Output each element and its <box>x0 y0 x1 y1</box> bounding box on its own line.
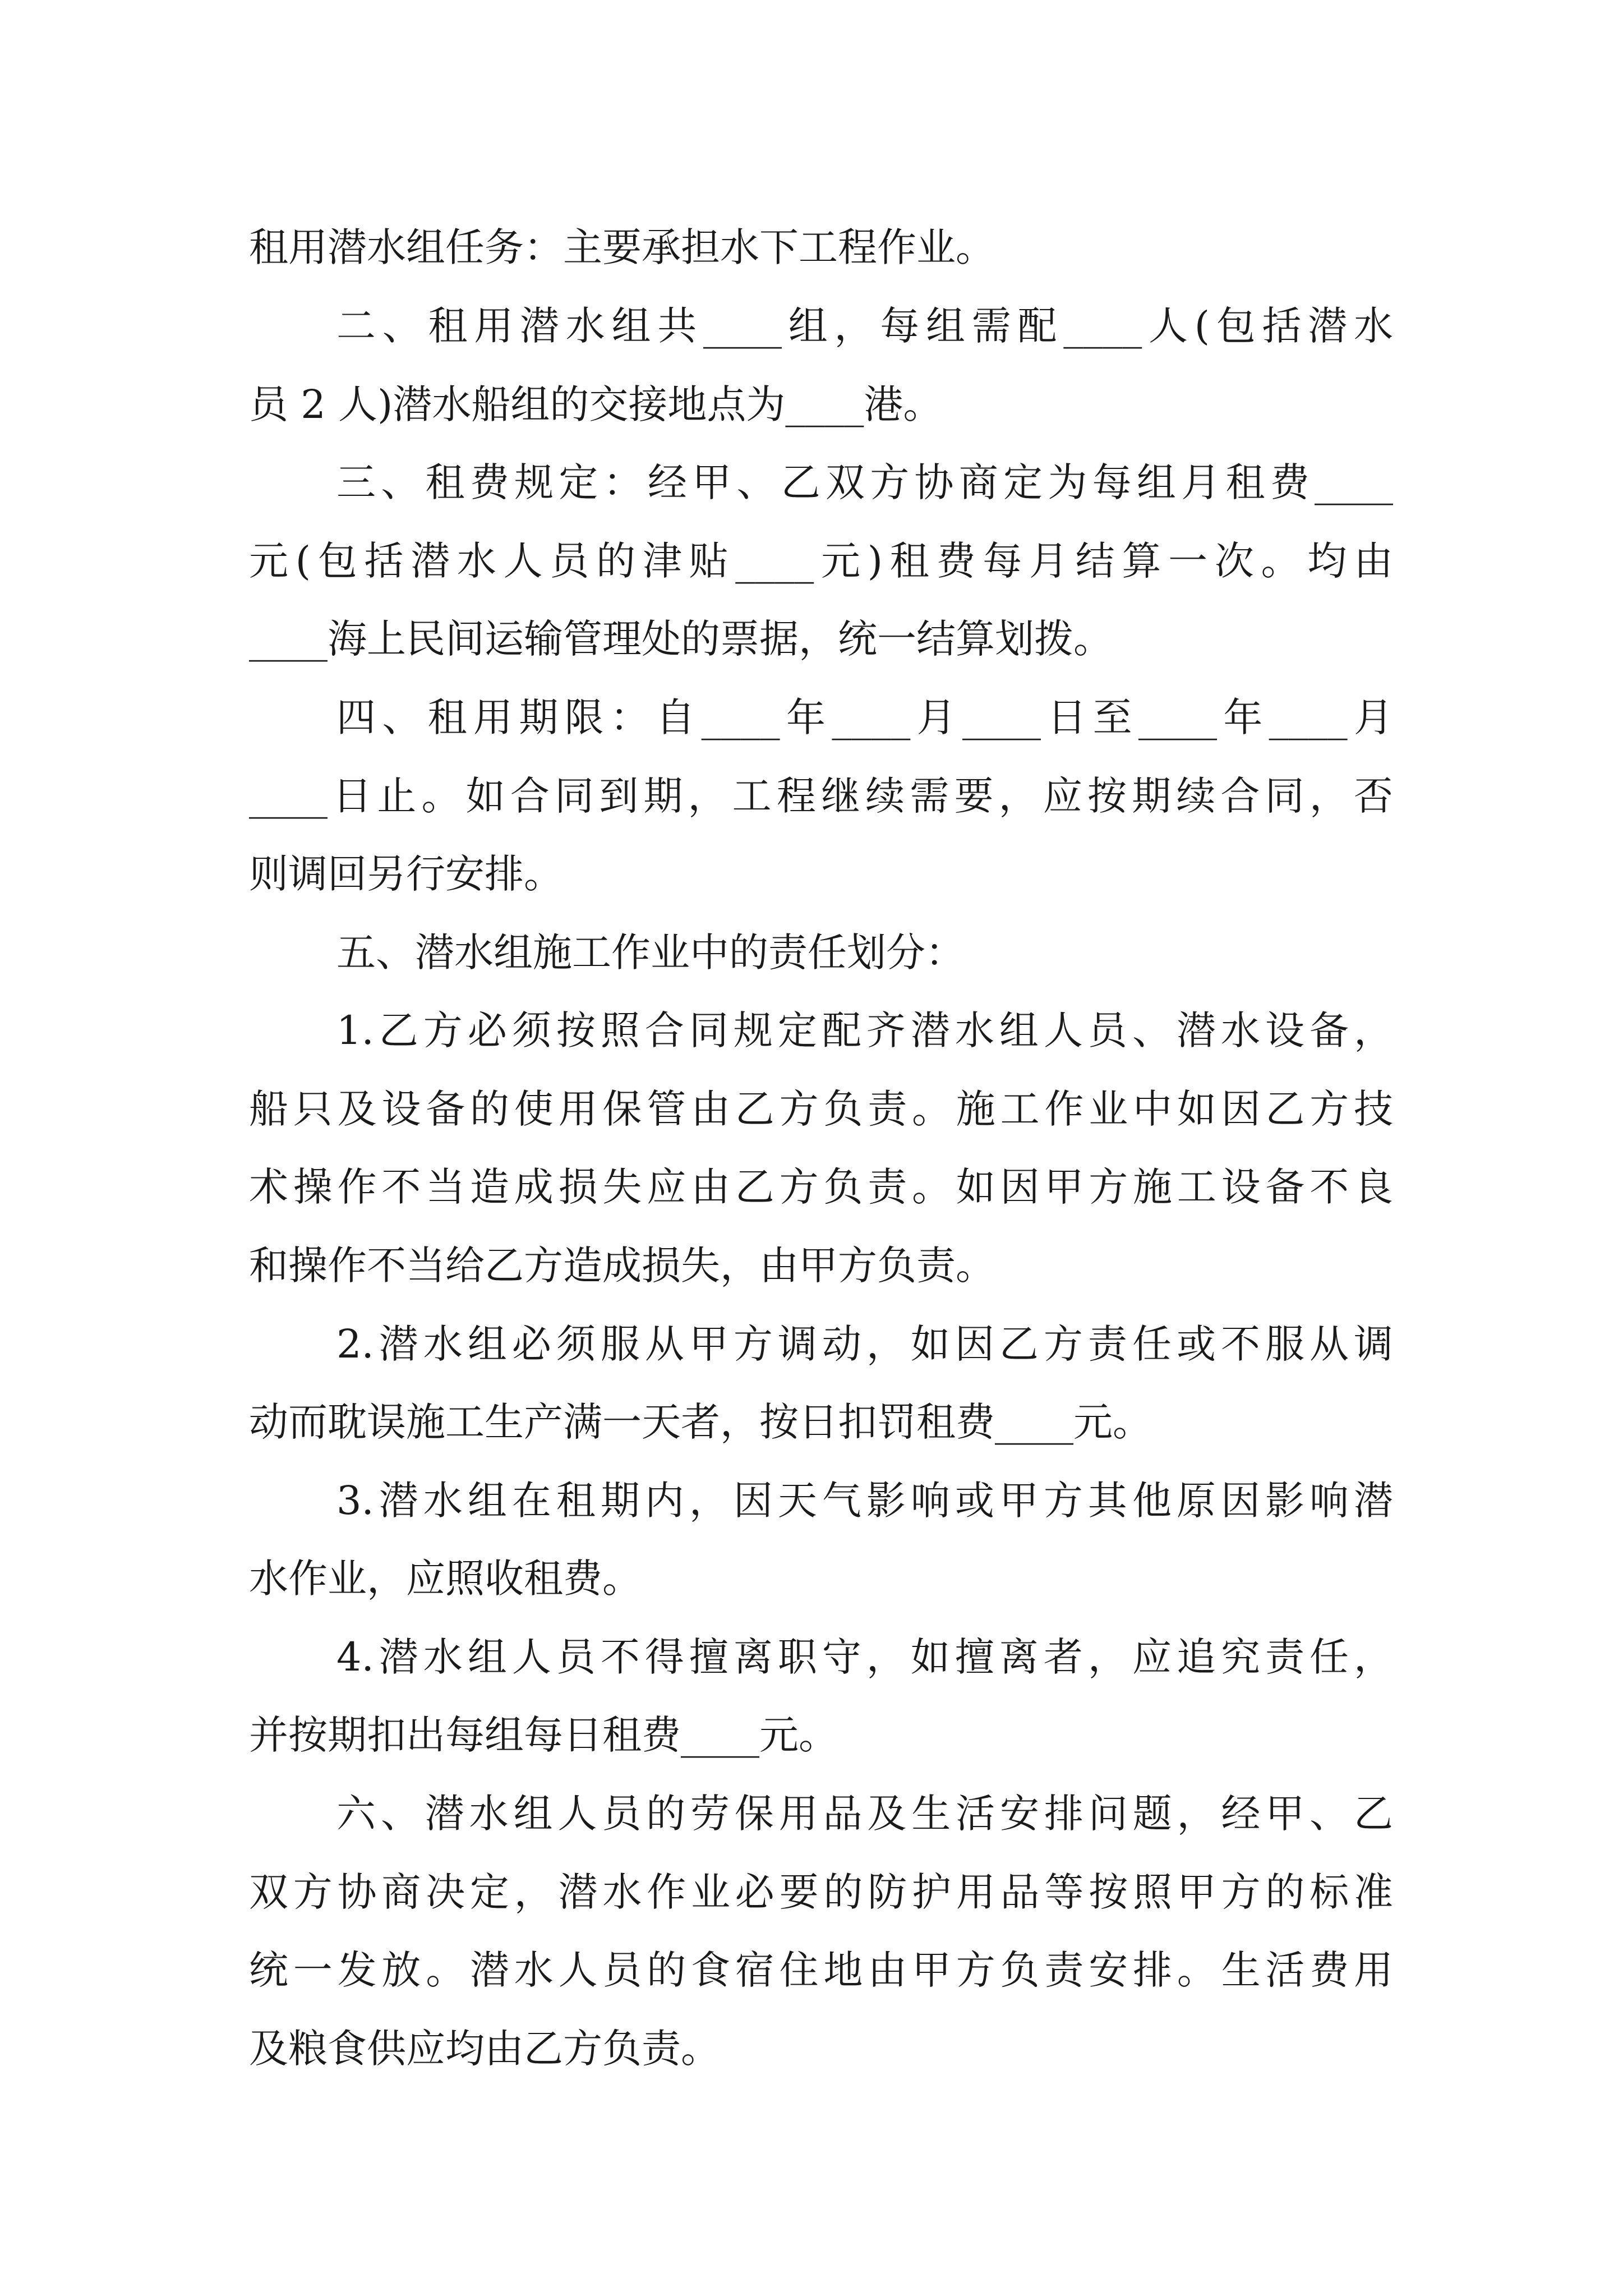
text-line: 4.潜水组人员不得擅离职守，如擅离者，应追究责任， <box>336 1634 1393 1680</box>
text-line: 统一发放。潜水人员的食宿住地由甲方负责安排。生活费用 <box>249 1947 1393 1993</box>
text-line: 四、租用期限：自____年____月____日至____年____月 <box>336 694 1393 740</box>
text-line: 并按期扣出每组每日租费____元。 <box>249 1712 838 1758</box>
text-line: 则调回另行安排。 <box>249 851 563 897</box>
text-line: 员 2 人)潜水船组的交接地点为____港。 <box>249 381 943 427</box>
text-line: 二、租用潜水组共____组，每组需配____人(包括潜水 <box>336 303 1393 349</box>
text-line: 和操作不当给乙方造成损失，由甲方负责。 <box>249 1243 995 1289</box>
text-line: 及粮食供应均由乙方负责。 <box>249 2026 720 2072</box>
text-line: ____海上民间运输管理处的票据，统一结算划拨。 <box>249 616 1113 662</box>
text-line: 元(包括潜水人员的津贴____元)租费每月结算一次。均由 <box>249 538 1393 584</box>
text-line: ____日止。如合同到期，工程继续需要，应按期续合同，否 <box>249 773 1393 819</box>
text-line: 1.乙方必须按照合同规定配齐潜水组人员、潜水设备， <box>336 1007 1393 1053</box>
text-line: 2.潜水组必须服从甲方调动，如因乙方责任或不服从调 <box>336 1321 1393 1367</box>
text-line: 租用潜水组任务：主要承担水下工程作业。 <box>249 224 995 270</box>
text-line: 动而耽误施工生产满一天者，按日扣罚租费____元。 <box>249 1399 1152 1445</box>
text-line: 船只及设备的使用保管由乙方负责。施工作业中如因乙方技 <box>249 1086 1393 1132</box>
text-line: 水作业，应照收租费。 <box>249 1556 642 1602</box>
text-line: 双方协商决定，潜水作业必要的防护用品等按照甲方的标准 <box>249 1869 1393 1915</box>
text-line: 三、租费规定：经甲、乙双方协商定为每组月租费____ <box>336 459 1393 505</box>
text-line: 六、潜水组人员的劳保用品及生活安排问题，经甲、乙 <box>336 1791 1393 1837</box>
section-heading: 五、潜水组施工作业中的责任划分： <box>336 930 965 976</box>
text-line: 术操作不当造成损失应由乙方负责。如因甲方施工设备不良 <box>249 1164 1393 1210</box>
text-line: 3.潜水组在租期内，因天气影响或甲方其他原因影响潜 <box>336 1478 1393 1524</box>
